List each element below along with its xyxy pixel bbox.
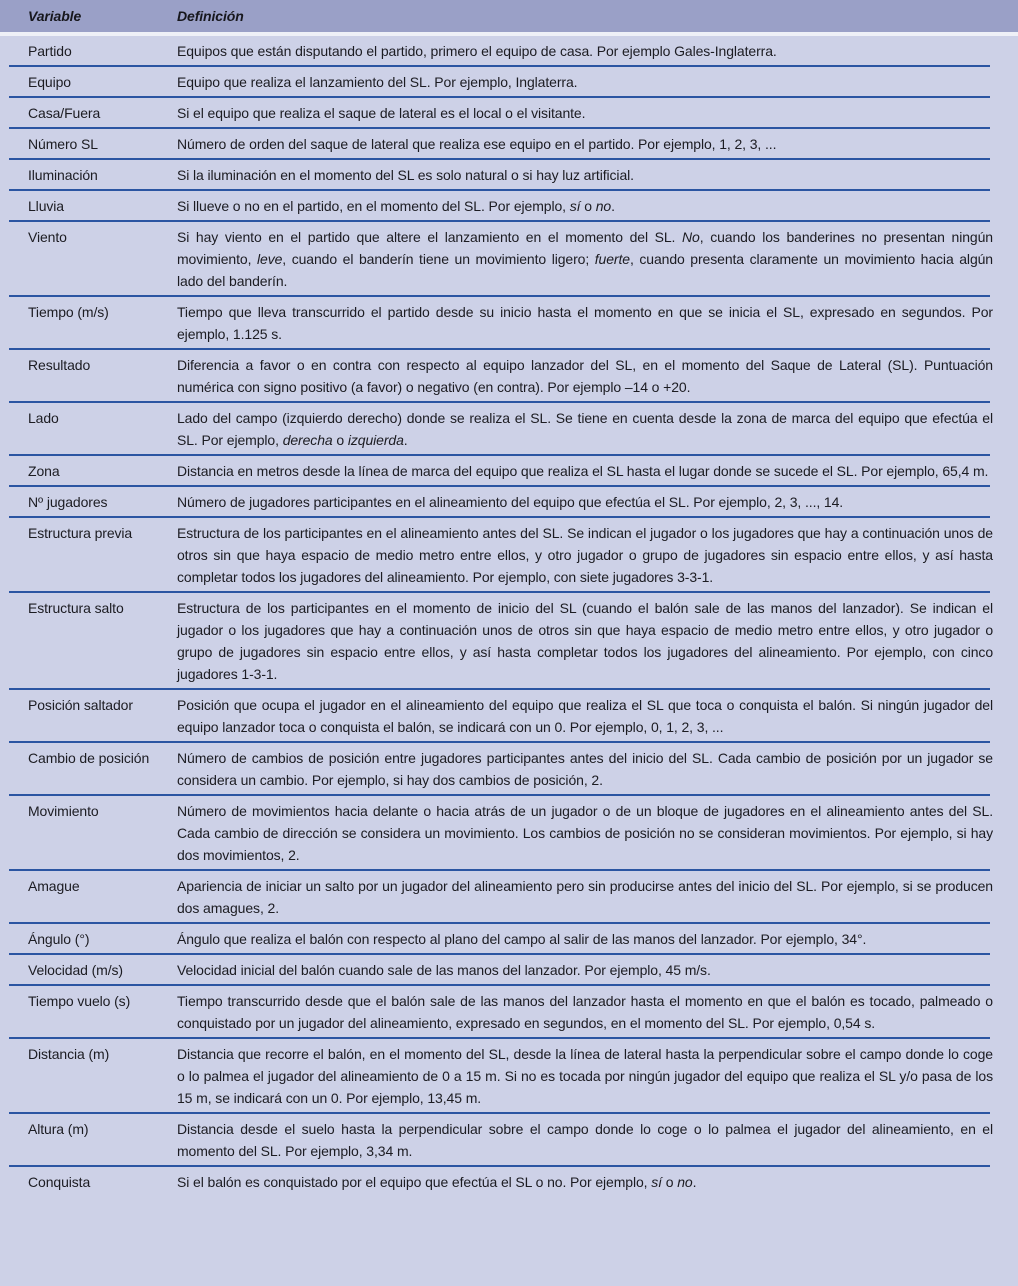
variable-cell: Distancia (m) — [28, 1046, 110, 1062]
variable-cell: Zona — [28, 463, 60, 479]
table-row — [0, 160, 1018, 191]
variable-cell: Iluminación — [28, 167, 98, 183]
table-row — [0, 1114, 1018, 1167]
table-row — [0, 955, 1018, 986]
definition-cell: Número de orden del saque de lateral que realiza ese equipo en el partido. Por ejemplo, 1, 2, 3, ... — [177, 136, 777, 152]
variable-cell: Altura (m) — [28, 1121, 89, 1137]
definition-cell: Tiempo que lleva transcurrido el partido desde su inicio hasta el momento en que se inicia el SL, expresado en segundos. Por ejemplo, 1.125 s. — [177, 304, 993, 342]
definition-cell: Posición que ocupa el jugador en el alineamiento del equipo que realiza el SL que toca o conquista el balón. Si ningún jugador del equipo lanzador toca o conquista el balón, se indicará con un 0. Por ejemplo, 0, 1, 2, 3, ... — [177, 697, 993, 735]
table-row — [0, 36, 1018, 67]
definition-cell: Número de movimientos hacia delante o hacia atrás de un jugador o de un bloque de jugadores en el alineamiento antes del SL. Cada cambio de dirección se considera un movimiento. Los cambios de posición no se consideran movimientos. Por ejemplo, si hay dos movimientos, 2. — [177, 803, 993, 863]
table-row — [0, 518, 1018, 593]
variable-cell: Equipo — [28, 74, 71, 90]
variable-cell: Estructura salto — [28, 600, 124, 616]
definition-cell: Si llueve o no en el partido, en el momento del SL. Por ejemplo, sí o no. — [177, 198, 615, 214]
definition-cell: Distancia en metros desde la línea de marca del equipo que realiza el SL hasta el lugar donde se sucede el SL. Por ejemplo, 65,4 m. — [177, 463, 989, 479]
variable-cell: Movimiento — [28, 803, 99, 819]
definition-cell: Tiempo transcurrido desde que el balón sale de las manos del lanzador hasta el momento en que el balón es tocado, palmeado o conquistado por un jugador del alineamiento, expresado en segundos, en el momento del SL. Por ejemplo, 0,54 s. — [177, 993, 993, 1031]
table-row — [0, 593, 1018, 690]
variable-cell: Amague — [28, 878, 80, 894]
table-row — [0, 690, 1018, 743]
variable-cell: Lado — [28, 410, 59, 426]
variable-cell: Viento — [28, 229, 67, 245]
definition-cell: Distancia que recorre el balón, en el momento del SL, desde la línea de lateral hasta la perpendicular sobre el campo donde lo coge o lo palmea el jugador del alineamiento de 0 a 15 m. Si no es tocada por ningún jugador del equipo que realiza el SL y/o pasa de los 15 m, se indicará con un 0. Por ejemplo, 13,45 m. — [177, 1046, 993, 1106]
table-row — [0, 796, 1018, 871]
definition-cell: Si hay viento en el partido que altere el lanzamiento en el momento del SL. No, cuando los banderines no presentan ningún movimiento, leve, cuando el banderín tiene un movimiento ligero; fuerte, cuando presenta claramente un movimiento hacia algún lado del banderín. — [177, 229, 993, 289]
table-row — [0, 924, 1018, 955]
table-row — [0, 297, 1018, 350]
table-row — [0, 403, 1018, 456]
variable-cell: Lluvia — [28, 198, 64, 214]
table-row — [0, 1039, 1018, 1114]
definition-cell: Equipos que están disputando el partido, primero el equipo de casa. Por ejemplo Gales-Inglaterra. — [177, 43, 777, 59]
table-header-row — [0, 0, 1018, 32]
variable-cell: Tiempo (m/s) — [28, 304, 109, 320]
table-row — [0, 986, 1018, 1039]
definition-cell: Número de cambios de posición entre jugadores participantes antes del inicio del SL. Cada cambio de posición por un jugador se considera un cambio. Por ejemplo, si hay dos cambios de posición, 2. — [177, 750, 993, 788]
table-row — [0, 743, 1018, 796]
table-row — [0, 129, 1018, 160]
definition-cell: Si la iluminación en el momento del SL es solo natural o si hay luz artificial. — [177, 167, 634, 183]
definition-cell: Equipo que realiza el lanzamiento del SL. Por ejemplo, Inglaterra. — [177, 74, 578, 90]
variable-cell: Velocidad (m/s) — [28, 962, 123, 978]
definition-cell: Estructura de los participantes en el momento de inicio del SL (cuando el balón sale de las manos del lanzador). Se indican el jugador o los jugadores que hay a continuación unos de otros sin que haya espacio de medio metro entre ellos, y otro jugador o grupo de jugadores sin espacio entre ellos, y así hasta completar todos los jugadores del alineamiento. Por ejemplo, con cinco jugadores 1-3-1. — [177, 600, 993, 682]
table-row — [0, 191, 1018, 222]
variable-cell: Número SL — [28, 136, 98, 152]
variable-cell: Casa/Fuera — [28, 105, 101, 121]
table-row — [0, 487, 1018, 518]
definition-cell: Ángulo que realiza el balón con respecto al plano del campo al salir de las manos del lanzador. Por ejemplo, 34°. — [177, 931, 867, 947]
definition-cell: Estructura de los participantes en el alineamiento antes del SL. Se indican el jugador o los jugadores que hay a continuación unos de otros sin que haya espacio de medio metro entre ellos, y otro jugador o grupo de jugadores sin espacio entre ellos, y así hasta completar todos los jugadores del alineamiento. Por ejemplo, con siete jugadores 3-3-1. — [177, 525, 993, 585]
definition-cell: Lado del campo (izquierdo derecho) donde se realiza el SL. Se tiene en cuenta desde la zona de marca del equipo que efectúa el SL. Por ejemplo, derecha o izquierda. — [177, 410, 993, 448]
variable-cell: Resultado — [28, 357, 91, 373]
table-row — [0, 871, 1018, 924]
table-body — [0, 36, 1018, 1198]
definition-cell: Si el equipo que realiza el saque de lateral es el local o el visitante. — [177, 105, 586, 121]
table-row — [0, 350, 1018, 403]
variable-cell: Estructura previa — [28, 525, 133, 541]
definition-cell: Número de jugadores participantes en el alineamiento del equipo que efectúa el SL. Por ejemplo, 2, 3, ..., 14. — [177, 494, 844, 510]
table-row — [0, 456, 1018, 487]
definition-cell: Diferencia a favor o en contra con respecto al equipo lanzador del SL, en el momento del Saque de Lateral (SL). Puntuación numérica con signo positivo (a favor) o negativo (en contra). Por ejemplo –14 o +20. — [177, 357, 993, 395]
table-row — [0, 222, 1018, 297]
definition-cell: Apariencia de iniciar un salto por un jugador del alineamiento pero sin producirse antes del inicio del SL. Por ejemplo, si se producen dos amagues, 2. — [177, 878, 993, 916]
table-row — [0, 1167, 1018, 1198]
variable-cell: Posición saltador — [28, 697, 133, 713]
definition-cell: Si el balón es conquistado por el equipo que efectúa el SL o no. Por ejemplo, sí o no. — [177, 1174, 697, 1190]
variable-cell: Partido — [28, 43, 72, 59]
variable-cell: Nº jugadores — [28, 494, 108, 510]
definition-cell: Velocidad inicial del balón cuando sale de las manos del lanzador. Por ejemplo, 45 m/s. — [177, 962, 711, 978]
variable-cell: Cambio de posición — [28, 750, 150, 766]
header-variable-label: Variable — [28, 8, 82, 24]
variable-cell: Ángulo (°) — [28, 931, 90, 947]
variable-cell: Conquista — [28, 1174, 91, 1190]
table-row — [0, 98, 1018, 129]
definition-cell: Distancia desde el suelo hasta la perpendicular sobre el campo donde lo coge o lo palmea el jugador del alineamiento, en el momento del SL. Por ejemplo, 3,34 m. — [177, 1121, 993, 1159]
header-definicion-label: Definición — [177, 8, 244, 24]
variable-cell: Tiempo vuelo (s) — [28, 993, 131, 1009]
table-row — [0, 67, 1018, 98]
